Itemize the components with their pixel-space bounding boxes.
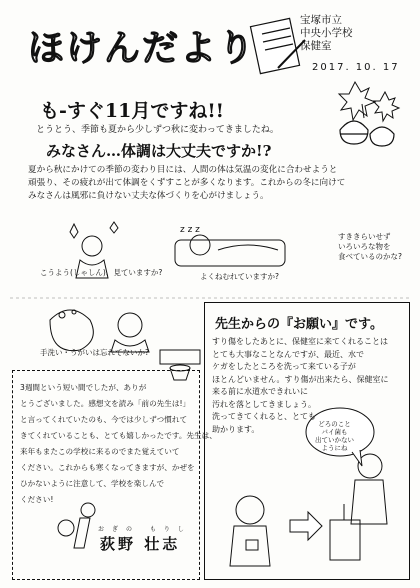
notebook-icon [250, 18, 305, 73]
sleeping-kid-illustration [175, 225, 285, 266]
svg-text:z z z: z z z [180, 225, 200, 235]
intro-headline: も-すぐ11月ですね!! [40, 100, 225, 122]
caption-food: すききらいせず いろいろな物を 食べているのかな? [338, 232, 402, 261]
intro-question: みなさん…体調は大丈夫ですか!? [46, 142, 272, 160]
letter-body: 3週間という短い間でしたが、ありが とうございました。感想文を読み「前の先生は!」 と言ってくれていたのも、今では少しずつ慣れて きてくれていることも、とても嬉しかったです。先生は、 来年もまたこの学校に来るのでまた覚えていて ください。これからも寒くなってきますが、かぜを ひかないように注意して、学校を楽しんで ください! [20, 383, 217, 504]
caption-sleep: よくねむれていますか? [200, 272, 279, 281]
caption-wash: 手洗い・うがいは忘れてないか? [40, 348, 149, 357]
request-title: 先生からの『お願い』です。 [215, 317, 383, 332]
intro-line: とうとう、季節も夏から少しずつ秋に変わってきましたね。 [36, 125, 279, 135]
chestnut-icon [340, 121, 394, 146]
signature-ruby: おぎの もりし [98, 526, 192, 533]
caption-fall: こうよう(しゃしん)、見ていますか? [40, 268, 163, 277]
maple-leaf-icon [339, 82, 399, 121]
speech-text: どろのこと バイ菌も 出ていかない ようにね [315, 420, 354, 452]
school-name: 宝塚市立 中央小学校 保健室 [300, 14, 353, 52]
newsletter-title: ほけんだより [28, 27, 257, 69]
signature: 荻野 壮志 [100, 535, 181, 553]
issue-date: 2017. 10. 17 [312, 62, 400, 73]
intro-body: 夏から秋にかけての季節の変わり目には、人間の体は気温の変化に合わせようと 頑張り、その疲れが出て体調をくずすことが多くなります。これからの冬に向けて みなさんは風邪に負けない丈夫な体づくりを心がけましょう。 [28, 165, 346, 201]
hand-washing-illustration [50, 310, 149, 352]
request-body: すり傷をしたあとに、保健室に来てくれることは とても大事なことなんですが、最近、水で ケガをしたところを洗って来ている子が ほとんどいません。すり傷が出来たら、保健室に 来る前に水道水できれいに 汚れを落としてきましょう。 洗ってきてくれると、とても 助かります。 [212, 337, 389, 434]
